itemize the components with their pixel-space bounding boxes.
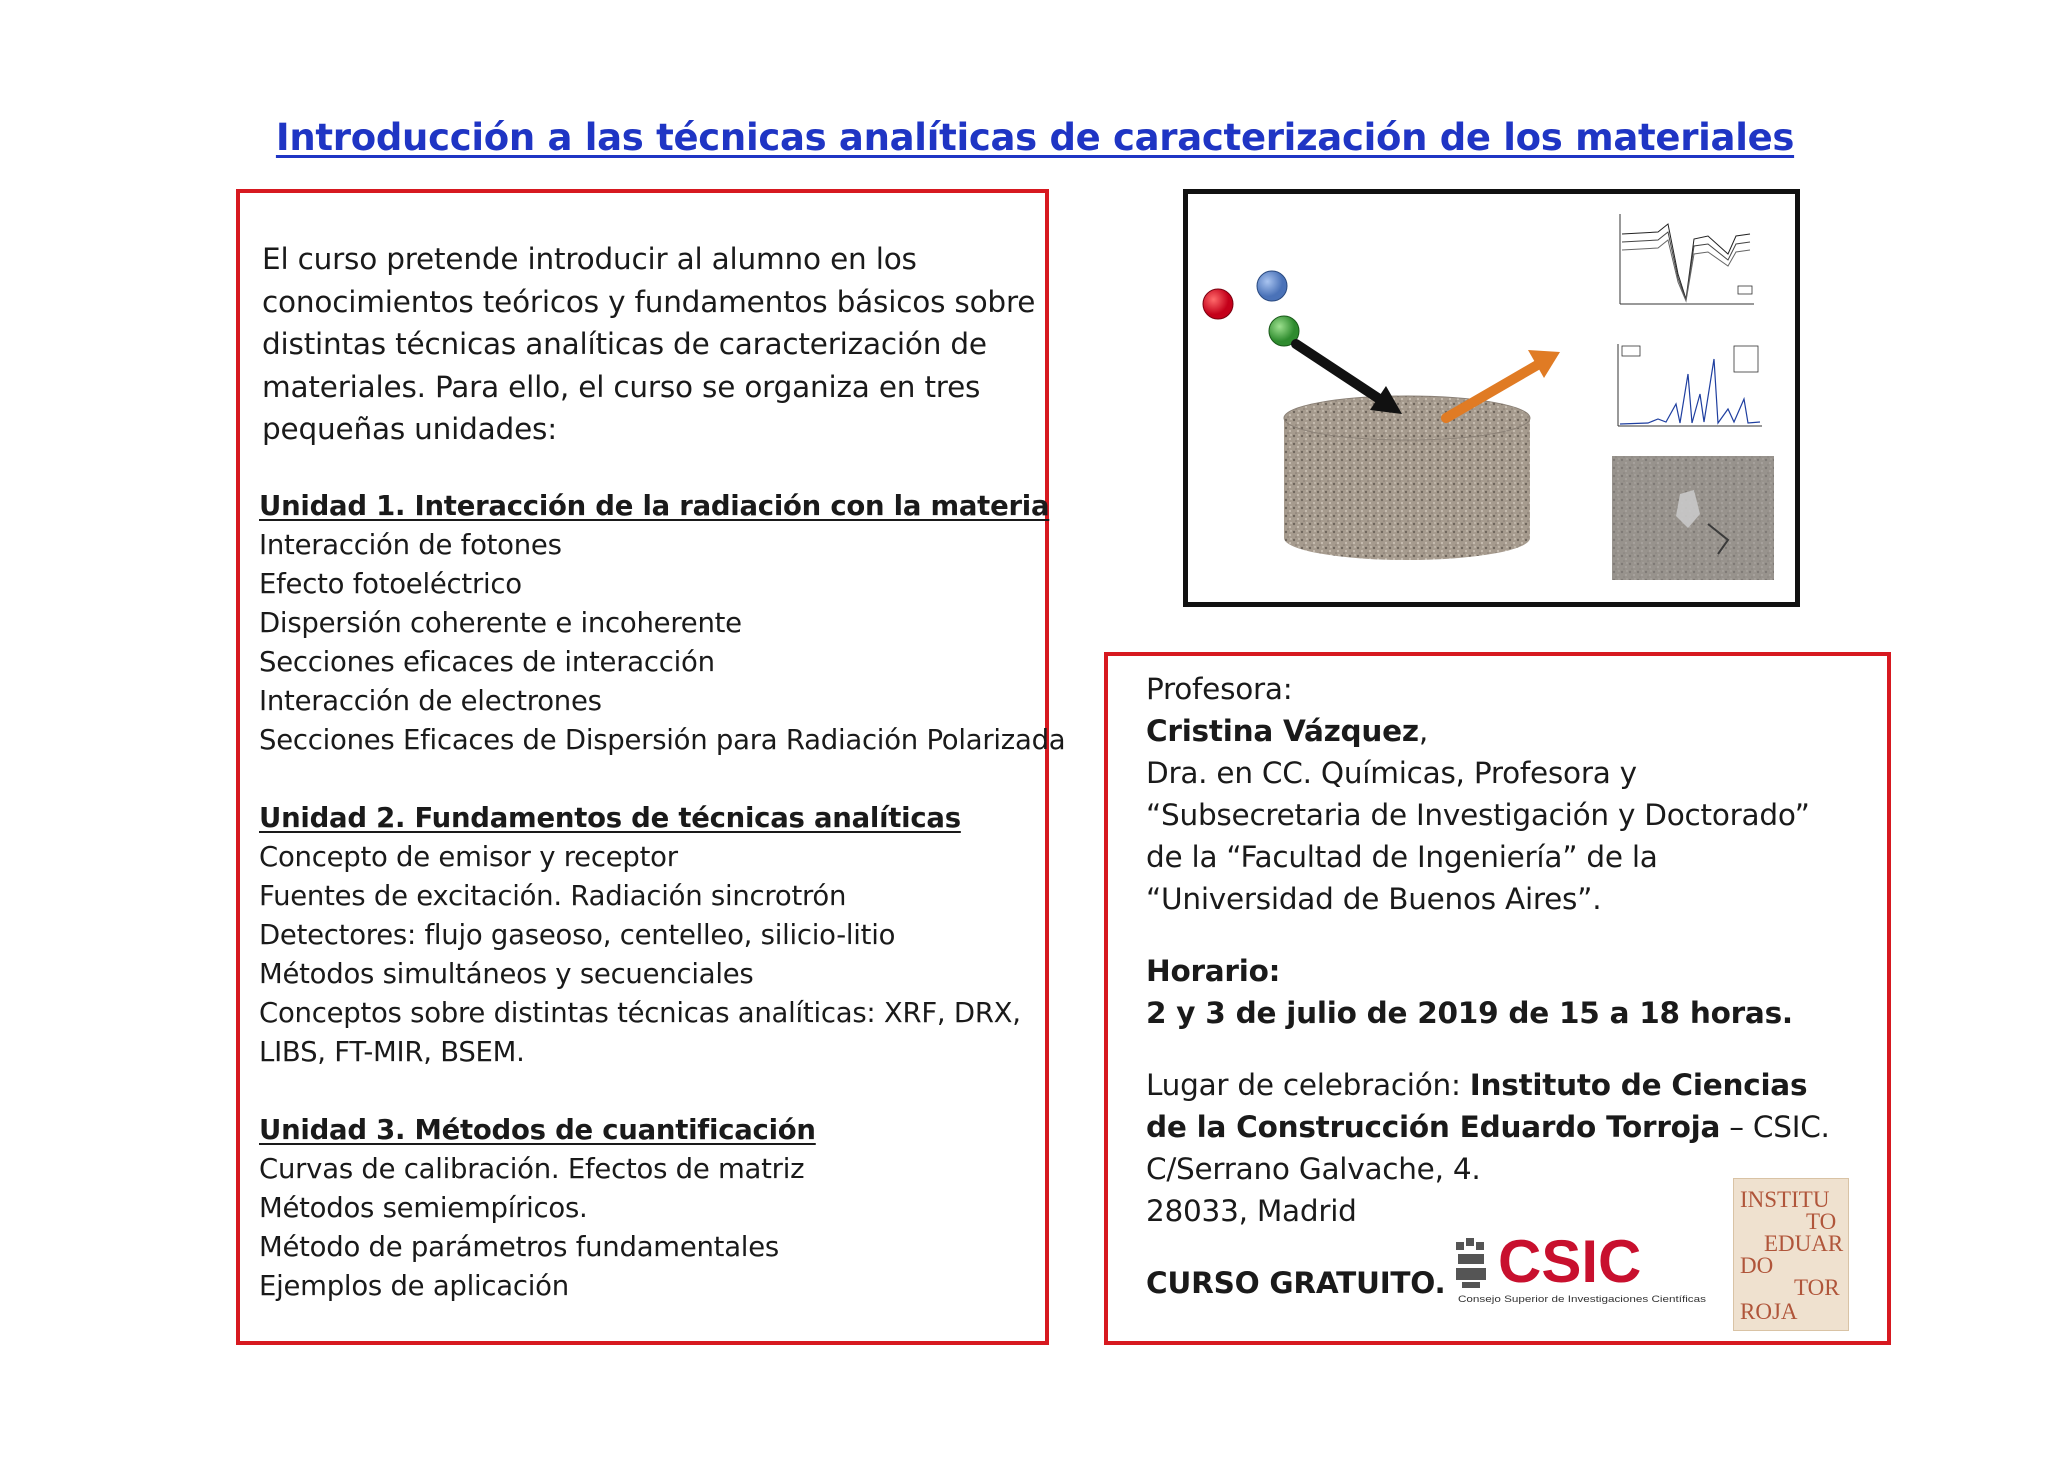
ietcc-logo-text: EDUAR: [1764, 1231, 1844, 1256]
venue-name: Instituto de Ciencias: [1469, 1068, 1808, 1102]
technique-illustration: [1183, 189, 1800, 607]
venue-label: Lugar de celebración:: [1146, 1068, 1470, 1102]
venue-line-2: [1146, 1106, 1866, 1148]
csic-subtitle: Consejo Superior de Investigaciones Científicas: [1458, 1294, 1707, 1305]
sample-cylinder: [1284, 396, 1530, 560]
venue-suffix: – CSIC.: [1720, 1110, 1830, 1144]
list-item: Fuentes de excitación. Radiación sincrotrón: [259, 880, 847, 912]
ietcc-logo-text: DO: [1740, 1253, 1774, 1278]
list-item: Métodos semiempíricos.: [259, 1192, 588, 1224]
venue-line-1: [1146, 1064, 1866, 1106]
list-item: Método de parámetros fundamentales: [259, 1231, 779, 1263]
list-item: Secciones Eficaces de Dispersión para Radiación Polarizada: [259, 724, 1066, 756]
list-item: Secciones eficaces de interacción: [259, 646, 715, 678]
professor-name-suffix: ,: [1418, 714, 1428, 748]
professor-desc: “Subsecretaria de Investigación y Doctorado”: [1146, 798, 1810, 832]
free-course-label: CURSO GRATUITO.: [1146, 1266, 1446, 1300]
list-item: Concepto de emisor y receptor: [259, 841, 678, 873]
list-item: Curvas de calibración. Efectos de matriz: [259, 1153, 805, 1185]
list-item: Detectores: flujo gaseoso, centelleo, silicio-litio: [259, 919, 896, 951]
venue-name: de la Construcción Eduardo Torroja: [1146, 1110, 1721, 1144]
list-item: Efecto fotoeléctrico: [259, 568, 522, 600]
ietcc-logo-text: ROJA: [1740, 1299, 1798, 1324]
ietcc-logo-text: TOR: [1794, 1275, 1840, 1300]
unit-3: [259, 1111, 1059, 1306]
illustration-graphic: [1188, 194, 1795, 602]
professor-label: Profesora:: [1146, 672, 1293, 706]
list-item: Conceptos sobre distintas técnicas analíticas: XRF, DRX, LIBS, FT-MIR, BSEM.: [259, 997, 1021, 1068]
list-item: Ejemplos de aplicación: [259, 1270, 569, 1302]
spectrum-thumbnail: [1610, 208, 1760, 316]
ietcc-logo-text: TO: [1806, 1209, 1837, 1234]
blue-particle-icon: [1257, 271, 1287, 301]
csic-wordmark: CSIC: [1498, 1228, 1642, 1295]
address-line: 28033, Madrid: [1146, 1194, 1357, 1228]
course-intro: El curso pretende introducir al alumno en los conocimientos teóricos y fundamentos básicos sobre distintas técnicas analíticas de caracterización de materiales. Para ello, el curso se organiza en tres pequeñas unidades:: [262, 242, 1036, 446]
unit-title: Unidad 2. Fundamentos de técnicas analíticas: [259, 802, 961, 834]
professor-name: Cristina Vázquez: [1146, 714, 1419, 748]
list-item: Interacción de electrones: [259, 685, 602, 717]
red-particle-icon: [1203, 289, 1233, 319]
schedule-label: Horario:: [1146, 954, 1281, 988]
unit-1: [259, 487, 1066, 760]
professor-name-line: [1146, 710, 1866, 752]
ietcc-logo-text: INSTITU: [1740, 1187, 1830, 1212]
professor-desc: “Universidad de Buenos Aires”.: [1146, 882, 1602, 916]
unit-2: [259, 799, 1059, 1072]
units-list: [259, 487, 1066, 1345]
schedule-value: 2 y 3 de julio de 2019 de 15 a 18 horas.: [1146, 996, 1793, 1030]
page-title: Introducción a las técnicas analíticas de caracterización de los materiales: [275, 116, 1795, 159]
list-item: Dispersión coherente e incoherente: [259, 607, 742, 639]
ietcc-logo: [1733, 1178, 1849, 1331]
list-item: Interacción de fotones: [259, 529, 562, 561]
diffraction-thumbnail: [1606, 338, 1766, 438]
professor-desc: Dra. en CC. Químicas, Profesora y: [1146, 756, 1637, 790]
list-item: Métodos simultáneos y secuenciales: [259, 958, 754, 990]
unit-title: Unidad 3. Métodos de cuantificación: [259, 1114, 816, 1146]
micrograph-thumbnail: [1612, 456, 1774, 580]
csic-logo: [1452, 1228, 1712, 1306]
professor-desc: de la “Facultad de Ingeniería” de la: [1146, 840, 1658, 874]
address-line: C/Serrano Galvache, 4.: [1146, 1152, 1481, 1186]
unit-title: Unidad 1. Interacción de la radiación con la materia: [259, 490, 1050, 522]
csic-emblem-icon: [1456, 1238, 1486, 1288]
